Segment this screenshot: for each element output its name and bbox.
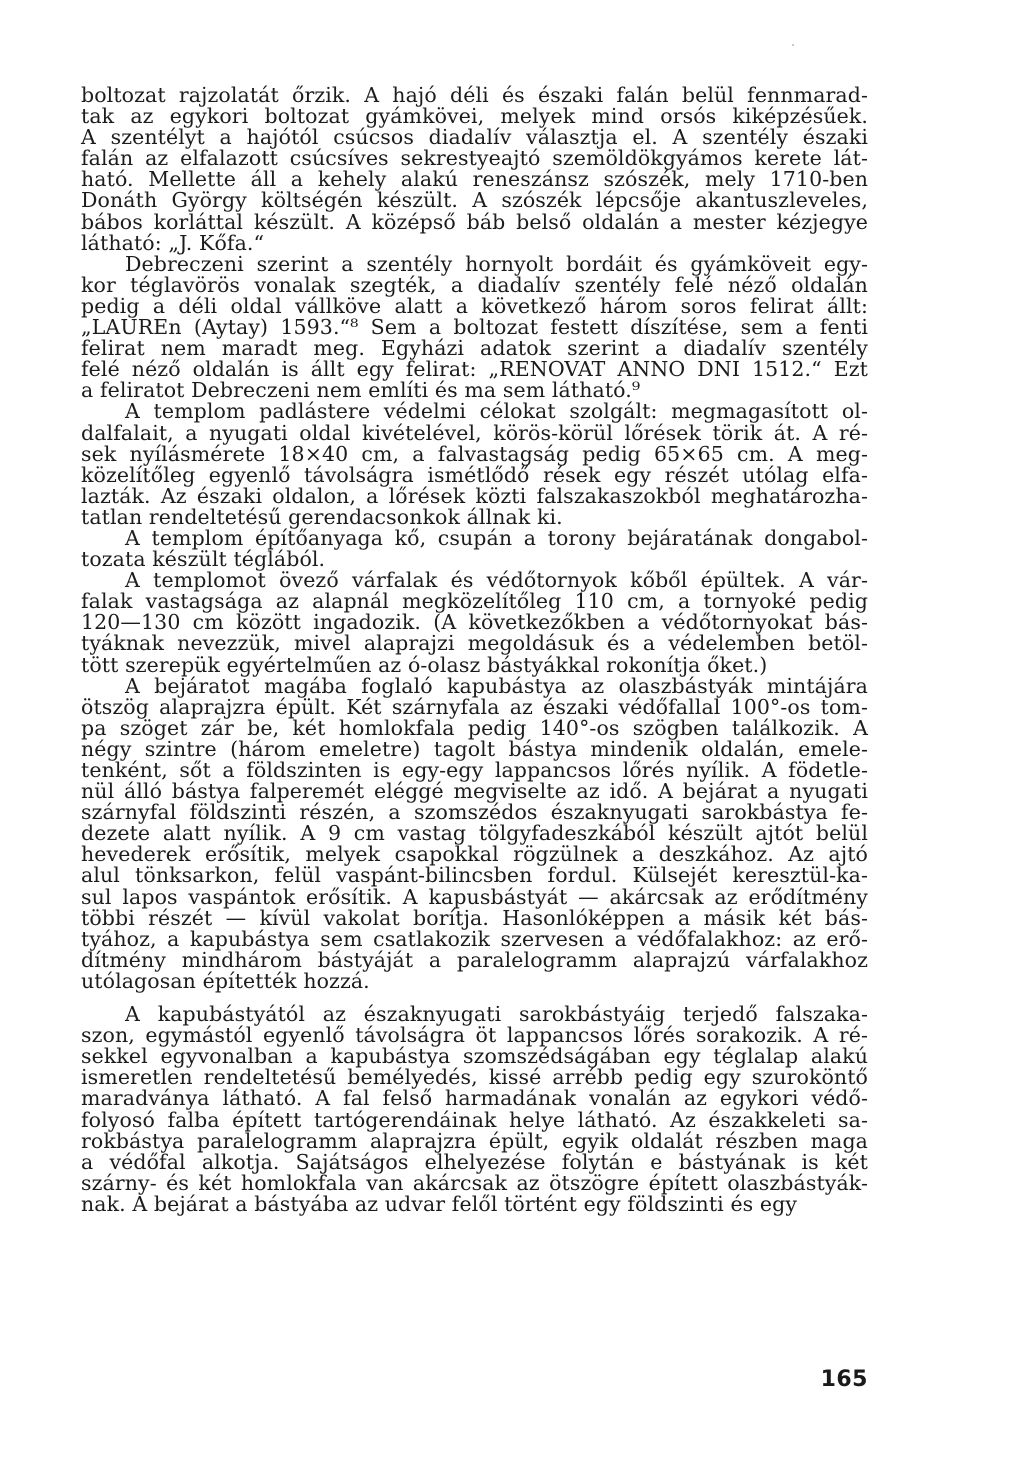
text-line: dezete alatt nyílik. A 9 cm vastag tölgyfadeszkából készült ajtót belül — [81, 821, 868, 846]
text-line: A templom padlástere védelmi célokat szolgált: megmagasított ol- — [125, 399, 868, 424]
text-line: szon, egymástól egyenlő távolságra öt lappancsos lőrés sorakozik. A ré- — [81, 1023, 868, 1048]
text-line: sek nyílásmérete 18×40 cm, a falvastagság pedig 65×65 cm. A meg- — [81, 441, 868, 466]
text-line: alul tönksarkon, felül vaspánt-bilincsben fordul. Külsejét keresztül-ka- — [81, 863, 868, 888]
text-line: a feliratot Debreczeni nem említi és ma sem látható.⁹ — [81, 378, 641, 403]
paragraph — [81, 401, 868, 528]
text-line: tyáknak nevezzük, mivel alaprajzi megoldásuk és a védelemben betöl- — [81, 631, 868, 656]
text-line: szárny- és két homlokfala van akárcsak az ötszögre épített olaszbástyák- — [81, 1170, 868, 1195]
text-line: A templomot övező várfalak és védőtornyok kőből épültek. A vár- — [125, 568, 868, 593]
text-line: felirat nem maradt meg. Egyházi adatok szerint a diadalív szentély — [81, 336, 868, 361]
text-line: falán az elfalazott csúcsíves sekrestyeajtó szemöldökgyámos kerete lát- — [81, 146, 868, 171]
text-line: szárnyfal földszinti részén, a szomszédos északnyugati sarokbástya fe- — [81, 800, 868, 825]
text-line: felé néző oldalán is állt egy felirat: „RENOVAT ANNO DNI 1512.“ Ezt — [81, 357, 868, 382]
text-line: a védőfal alkotja. Sajátságos elhelyezése folytán e bástyának is két — [81, 1149, 868, 1174]
text-line: nül álló bástya falperemét eléggé megviselte az idő. A bejárat a nyugati — [81, 779, 868, 804]
text-line: 120—130 cm között ingadozik. (A következőkben a védőtornyokat bás- — [81, 610, 868, 635]
paragraph — [81, 251, 868, 403]
paragraph — [81, 85, 868, 254]
text-line: pedig a déli oldal vállköve alatt a következő három soros felirat állt: — [81, 293, 868, 318]
text-line: ismeretlen rendeltetésű bemélyedés, kissé arrébb pedig egy szuroköntő — [81, 1065, 868, 1090]
text-line: dalfalait, a nyugati oldal kivételével, körös-körül lőrések törik át. A ré- — [81, 420, 868, 445]
document-page — [81, 85, 868, 1215]
text-line: „LAUREn (Aytay) 1593.“⁸ Sem a boltozat festett díszítése, sem a fenti — [81, 315, 868, 340]
page-number: 165 — [820, 1367, 868, 1392]
text-line: látható: „J. Kőfa.“ — [81, 230, 265, 255]
text-line: A bejáratot magába foglaló kapubástya az olaszbástyák mintájára — [125, 673, 868, 698]
text-line: nak. A bejárat a bástyába az udvar felől történt egy földszinti és egy — [81, 1191, 798, 1216]
text-line: tyához, a kapubástya sem csatlakozik szervesen a védőfalakhoz: az erő- — [81, 926, 868, 951]
text-line: bábos korláttal készült. A középső báb belső oldalán a mester kézjegye — [81, 209, 868, 234]
text-line: hevederek erősítik, melyek csapokkal rögzülnek a deszkához. Az ajtó — [81, 842, 868, 867]
text-line: utólagosan építették hozzá. — [81, 968, 370, 993]
text-line: falak vastagsága az alapnál megközelítőleg 110 cm, a tornyoké pedig — [81, 589, 868, 614]
text-line: sekkel egyvonalban a kapubástya szomszédságában egy téglalap alakú — [81, 1044, 868, 1069]
text-line: többi részét — kívül vakolat borítja. Hasonlóképpen a másik két bás- — [81, 905, 868, 930]
text-line: lazták. Az északi oldalon, a lőrések közti falszakaszokból meghatározha- — [81, 483, 868, 508]
text-line: Debreczeni szerint a szentély hornyolt bordáit és gyámköveit egy- — [125, 251, 868, 276]
text-line: rokbástya paralelogramm alaprajzra épült, egyik oldalát részben maga — [81, 1128, 868, 1153]
text-line: négy szintre (három emeletre) tagolt bástya mindenik oldalán, emele- — [81, 736, 868, 761]
paragraph — [81, 1004, 868, 1215]
text-line: közelítőleg egyenlő távolságra ismétlődő rések egy részét utólag elfa- — [81, 462, 868, 487]
text-line: tenként, sőt a földszinten is egy-egy lappancsos lőrés nyílik. A födetle- — [81, 758, 868, 782]
text-line: dítmény mindhárom bástyáját a paralelogramm alaprajzú várfalakhoz — [81, 947, 868, 972]
text-line: folyosó falba épített tartógerendáinak helye látható. Az északkeleti sa- — [81, 1107, 868, 1132]
text-line: boltozat rajzolatát őrzik. A hajó déli és északi falán belül fennmarad- — [81, 83, 868, 107]
text-line: pa szöget zár be, két homlokfala pedig 140°-os szögben találkozik. A — [81, 715, 868, 740]
paragraph — [81, 525, 868, 572]
text-line: kor téglavörös vonalak szegték, a diadalív szentély felé néző oldalán — [81, 272, 868, 297]
paragraph — [81, 673, 868, 993]
text-line: A kapubástyától az északnyugati sarokbástyáig terjedő falszaka- — [125, 1002, 868, 1027]
text-line: A szentélyt a hajótól csúcsos diadalív választja el. A szentély északi — [81, 125, 868, 150]
text-line: tozata készült téglából. — [81, 547, 326, 572]
paragraph — [81, 570, 868, 675]
text-line: tak az egykori boltozat gyámkövei, melyek mind orsós kiképzésűek. — [81, 104, 868, 129]
text-line: Donáth György költségén készült. A szószék lépcsője akantuszleveles, — [81, 188, 868, 213]
text-line: A templom építőanyaga kő, csupán a torony bejáratának dongabol- — [125, 525, 868, 550]
text-line: ható. Mellette áll a kehely alakú reneszánsz szószék, mely 1710-ben — [81, 167, 868, 192]
paper-speck — [792, 44, 794, 46]
text-line: ötszög alaprajzra épült. Két szárnyfala az északi védőfallal 100°-os tom- — [81, 694, 868, 719]
text-line: tatlan rendeltetésű gerendacsonkok állnak ki. — [81, 504, 563, 529]
text-line: maradványa látható. A fal felső harmadának vonalán az egykori védő- — [81, 1086, 868, 1111]
text-line: sul lapos vaspántok erősítik. A kapusbástyát — akárcsak az erődítmény — [81, 884, 868, 909]
text-line: tött szerepük egyértelműen az ó-olasz bástyákkal rokonítja őket.) — [81, 652, 768, 677]
